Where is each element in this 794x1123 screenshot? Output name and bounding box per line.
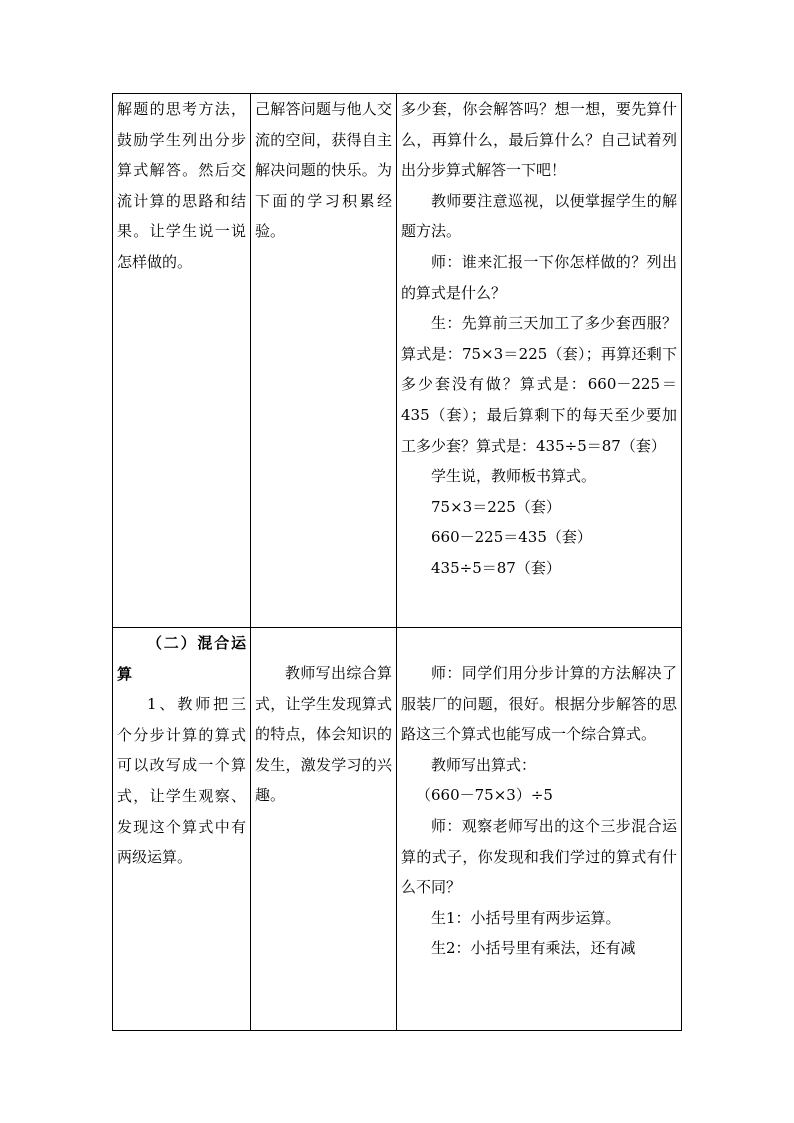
lesson-plan-table — [112, 93, 682, 1031]
equation-line: 435÷5＝87（套） — [431, 558, 561, 577]
table-row — [113, 628, 682, 1031]
process-paragraph: 生1：小括号里有两步运算。 — [431, 908, 621, 927]
process-paragraph: 生：先算前三天加工了多少套西服？算式是：75×3＝225（套）；再算还剩下多少套没有做？算式是：660－225＝435（套）；最后算剩下的每天至少要加工多少套？算式是：435÷5＝87（套） — [401, 314, 677, 455]
process-cell — [397, 628, 682, 1031]
table-row — [113, 94, 682, 628]
equation-line: 660－225＝435（套） — [431, 528, 592, 547]
intent-cell — [251, 628, 397, 1031]
equation-line: 75×3＝225（套） — [431, 497, 561, 516]
section-heading: （二）混合运算 — [117, 634, 246, 683]
intent-cell — [251, 94, 397, 628]
activity-cell — [113, 628, 251, 1031]
process-paragraph: 教师写出算式： — [431, 755, 537, 774]
intent-text: 己解答问题与他人交流的空间，获得自主解决问题的快乐。为下面的学习积累经验。 — [255, 100, 392, 241]
process-cell — [397, 94, 682, 628]
process-paragraph: 多少套，你会解答吗？想一想，要先算什么，再算什么，最后算什么？自己试着列出分步算式解答一下吧！ — [401, 100, 677, 180]
process-paragraph: 生2：小括号里有乘法，还有减 — [431, 939, 636, 958]
process-paragraph: 师：谁来汇报一下你怎样做的？列出的算式是什么？ — [401, 252, 677, 302]
activity-text: 解题的思考方法，鼓励学生列出分步算式解答。然后交流计算的思路和结果。让学生说一说怎样做的。 — [117, 100, 246, 271]
activity-text: 1、教师把三个分步计算的算式可以改写成一个算式，让学生观察、发现这个算式中有两级运算。 — [117, 695, 246, 867]
process-paragraph: 学生说，教师板书算式。 — [431, 467, 597, 486]
activity-cell — [113, 94, 251, 628]
equation-line: （660－75×3）÷5 — [416, 786, 553, 805]
intent-text: 教师写出综合算式，让学生发现算式的特点，体会知识的发生，激发学习的兴趣。 — [255, 664, 392, 805]
process-paragraph: 师：同学们用分步计算的方法解决了服装厂的问题，很好。根据分步解答的思路这三个算式也能写成一个综合算式。 — [401, 664, 677, 744]
process-paragraph: 师：观察老师写出的这个三步混合运算的式子，你发现和我们学过的算式有什么不同？ — [401, 816, 677, 897]
process-paragraph: 教师要注意巡视，以便掌握学生的解题方法。 — [401, 191, 677, 241]
